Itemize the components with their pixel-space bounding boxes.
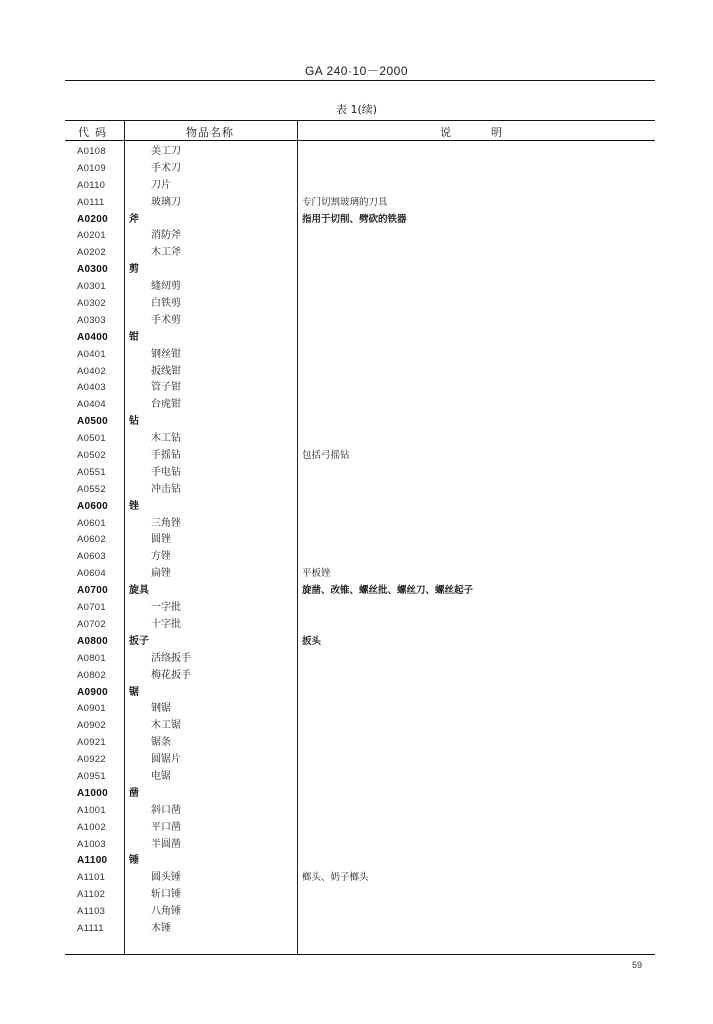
item-name: 圆锉 [151,534,171,546]
item-description: 指用于切削、劈砍的铁器 [302,213,407,225]
table-row [65,532,655,549]
table-body [65,144,655,938]
item-name: 美工刀 [151,146,181,157]
item-code: A0400 [77,331,108,343]
page-number: 59 [632,960,643,970]
table-row [65,161,655,178]
item-name: 半圆凿 [151,838,181,850]
table-row [65,482,655,499]
item-code: A0552 [77,483,106,495]
item-code: A1102 [77,889,106,901]
table-row [65,195,655,212]
table-row [65,313,655,330]
item-code: A0800 [77,635,108,647]
item-description: 榔头、奶子榔头 [302,872,369,884]
item-name: 玻璃刀 [151,196,181,208]
item-name: 斩口锤 [151,889,181,901]
item-code: A0902 [77,720,106,732]
table-row [65,499,655,516]
item-name: 手术剪 [151,314,181,326]
table-row [65,212,655,229]
item-code: A0201 [77,230,106,242]
standard-header: GA 240·10－2000 [304,64,409,78]
item-name: 木工斧 [151,247,181,259]
table-row [65,887,655,904]
table-row [65,752,655,769]
item-description: 专门切割玻璃的刀具 [302,196,388,208]
item-description: 包括弓摇钻 [302,450,350,462]
table-row [65,583,655,600]
item-name: 手术刀 [151,162,181,174]
table-row [65,380,655,397]
item-code: A1000 [77,787,108,799]
item-name: 钳 [129,331,139,343]
table-row [65,803,655,820]
column-header-code: 代码 [78,126,112,139]
item-name: 扳子 [129,635,149,647]
table-top-border [65,120,655,121]
item-code: A0922 [77,754,106,766]
item-code: A0701 [77,602,106,614]
item-name: 锤 [129,855,139,867]
item-name: 扳线钳 [151,365,181,377]
item-description: 扳头 [302,635,322,647]
item-code: A0501 [77,433,106,445]
item-name: 手摇钻 [151,450,181,462]
table-row [65,685,655,702]
table-row [65,600,655,617]
item-name: 凿 [129,787,139,799]
item-name: 木工钻 [151,433,181,445]
item-code: A0200 [77,213,108,225]
item-name: 锉 [129,500,139,512]
table-row [65,245,655,262]
item-name: 斜口凿 [151,804,181,816]
table-row [65,617,655,634]
table-row [65,228,655,245]
item-code: A0302 [77,298,106,310]
item-name: 圆锯片 [151,754,181,766]
item-code: A0951 [77,770,106,782]
column-header-description: 说明 [440,126,542,139]
item-name: 台虎钳 [151,399,181,411]
item-name: 扁锉 [151,568,171,580]
item-code: A0404 [77,399,106,411]
table-row [65,144,655,161]
item-name: 电锯 [151,770,171,782]
item-code: A0900 [77,686,108,698]
table-row [65,448,655,465]
table-row [65,668,655,685]
item-code: A0500 [77,416,108,428]
item-name: 斧 [129,213,139,225]
item-code: A0551 [77,466,106,478]
item-name: 三角锉 [151,517,181,529]
table-row [65,921,655,938]
table-bottom-border [65,954,655,955]
table-row [65,837,655,854]
table-row [65,397,655,414]
item-name: 梅花扳手 [151,669,191,681]
item-name: 木工锯 [151,720,181,732]
item-name: 剪 [129,264,139,276]
item-code: A0600 [77,500,108,512]
item-code: A1101 [77,872,106,884]
table-row [65,904,655,921]
table-row [65,431,655,448]
table-row [65,347,655,364]
table-row [65,279,655,296]
table-row [65,364,655,381]
item-name: 圆头锤 [151,872,181,884]
item-name: 一字批 [151,602,181,614]
table-row [65,701,655,718]
item-code: A1100 [77,855,108,867]
item-name: 八角锤 [151,906,181,918]
item-name: 活络扳手 [151,652,191,664]
item-code: A0108 [77,146,106,157]
table-row [65,178,655,195]
table-row [65,634,655,651]
item-code: A0300 [77,264,108,276]
item-code: A0301 [77,281,106,293]
table-row [65,296,655,313]
item-name: 钻 [129,416,139,428]
table-row [65,853,655,870]
item-code: A0802 [77,669,106,681]
item-code: A0401 [77,348,106,360]
item-code: A1003 [77,838,106,850]
table-row [65,516,655,533]
item-code: A1001 [77,804,106,816]
table-row [65,735,655,752]
item-code: A0700 [77,585,108,597]
table-header-separator [65,140,655,141]
item-code: A0901 [77,703,106,715]
column-header-name: 物品名称 [186,126,234,139]
item-name: 木锤 [151,922,171,934]
item-name: 锯条 [151,737,171,749]
item-code: A0921 [77,737,106,749]
item-code: A0109 [77,162,106,174]
table-row [65,786,655,803]
item-code: A0403 [77,382,106,394]
item-code: A1111 [77,922,104,934]
header-rule [65,80,655,81]
table-row [65,718,655,735]
item-name: 钢丝钳 [151,348,181,360]
item-name: 冲击钻 [151,483,181,495]
item-name: 钢锯 [151,703,171,715]
item-code: A0801 [77,652,106,664]
item-code: A0601 [77,517,106,529]
item-code: A1002 [77,821,106,833]
item-name: 消防斧 [151,230,181,242]
item-name: 手电钻 [151,466,181,478]
item-name: 旋具 [129,585,149,597]
item-name: 白铁剪 [151,298,181,310]
item-code: A0202 [77,247,106,259]
item-code: A0303 [77,314,106,326]
item-code: A1103 [77,906,106,918]
table-row [65,820,655,837]
item-code: A0502 [77,450,106,462]
item-name: 刀片 [151,179,171,191]
item-name: 平口凿 [151,821,181,833]
table-row [65,870,655,887]
item-code: A0702 [77,618,106,630]
item-name: 十字批 [151,618,181,630]
item-description: 旋凿、改锥、螺丝批、螺丝刀、螺丝起子 [302,585,474,597]
item-code: A0602 [77,534,106,546]
item-code: A0603 [77,551,106,563]
table-caption: 表 1(续) [335,103,378,116]
table-row [65,769,655,786]
item-description: 平板锉 [302,568,331,580]
item-name: 方锉 [151,551,171,563]
table-row [65,465,655,482]
item-name: 缝纫剪 [151,281,181,293]
table-row [65,330,655,347]
table-row [65,549,655,566]
item-code: A0110 [77,179,106,191]
item-name: 锯 [129,686,139,698]
item-code: A0604 [77,568,106,580]
table-row [65,566,655,583]
table-row [65,651,655,668]
item-name: 管子钳 [151,382,181,394]
item-code: A0402 [77,365,106,377]
item-code: A0111 [77,196,105,208]
table-row [65,414,655,431]
table-row [65,262,655,279]
